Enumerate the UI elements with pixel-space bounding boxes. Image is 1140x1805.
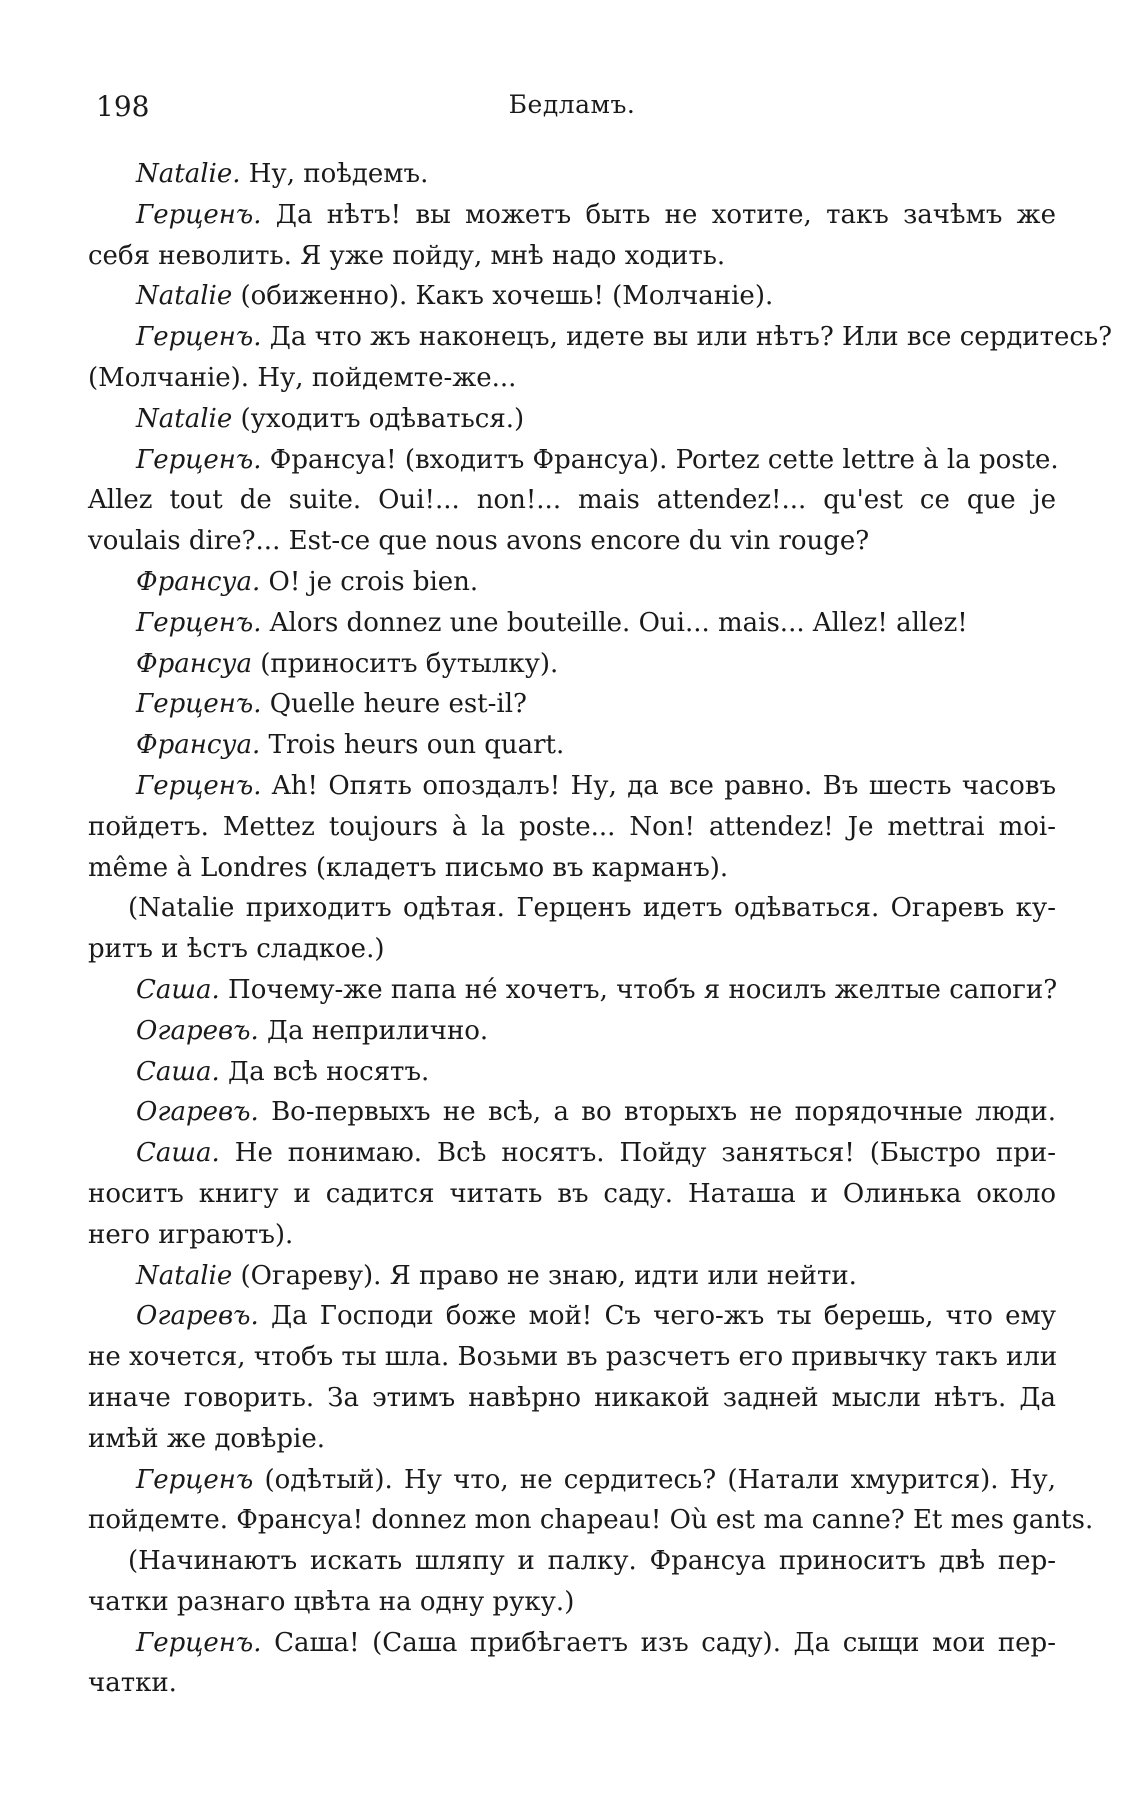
- line-text: Почему-же папа нé хочетъ, чтобъ я носилъ желтые сапоги?: [219, 974, 1058, 1005]
- speaker-name: Герценъ.: [136, 689, 262, 720]
- text-line: [88, 154, 1056, 195]
- line-text: voulais dire?... Est-ce que nous avons encore du vin rouge?: [88, 526, 870, 557]
- text-line: [88, 807, 1056, 848]
- line-text: (Начинаютъ искать шляпу и палку. Франсуа приноситъ двѣ пер-: [128, 1546, 1056, 1577]
- line-text: Trois heurs oun quart.: [260, 730, 565, 761]
- text-line: [88, 1623, 1056, 1664]
- line-text: пойдетъ. Mettez toujours à la poste... Non! attendez! Je mettrai moi-: [88, 811, 1056, 842]
- text-line: [88, 1174, 1056, 1215]
- line-text: ритъ и ѣстъ сладкое.): [88, 934, 385, 965]
- line-text: Да неприлично.: [258, 1015, 489, 1046]
- speaker-name: Natalie.: [136, 159, 241, 189]
- line-text: иначе говорить. За этимъ навѣрно никакой задней мысли нѣтъ. Да: [88, 1382, 1056, 1413]
- line-text: (обиженно). Какъ хочешь! (Молчаніе).: [232, 281, 774, 312]
- speaker-name: Герценъ.: [136, 607, 262, 638]
- text-line: [88, 1378, 1056, 1419]
- text-line: [88, 1092, 1056, 1133]
- line-text: (Огареву). Я право не знаю, идти или нейти.: [232, 1260, 857, 1291]
- line-text: Франсуа! (входитъ Франсуа). Portez cette lettre à la poste.: [261, 444, 1059, 475]
- text-line: [88, 521, 1056, 562]
- speaker-name: Герценъ: [136, 1464, 254, 1495]
- line-text: Alors donnez une bouteille. Oui... mais... Allez! allez!: [261, 607, 968, 638]
- text-line: [88, 1337, 1056, 1378]
- text-line: [88, 317, 1113, 358]
- speaker-name: Саша.: [136, 974, 220, 1005]
- line-text: Quelle heure est-il?: [261, 689, 527, 720]
- text-line: [88, 480, 1056, 521]
- speaker-name: Саша.: [136, 1138, 220, 1169]
- text-line: [88, 236, 1056, 277]
- text-line: [88, 1052, 1056, 1093]
- line-text: Не понимаю. Всѣ носятъ. Пойду заняться! (Быстро при-: [219, 1138, 1056, 1169]
- text-line: [88, 1011, 1056, 1052]
- line-text: пойдемте. Франсуа! donnez mon chapeau! Où est ma canne? Et mes gants.: [88, 1505, 1094, 1536]
- speaker-name: Огаревъ.: [136, 1301, 259, 1332]
- line-text: même à Londres (кладетъ письмо въ карманъ).: [88, 852, 729, 883]
- line-text: O! je crois bien.: [260, 566, 479, 597]
- text-line: [88, 725, 1056, 766]
- text-line: [88, 1256, 1056, 1297]
- text-line: [88, 684, 1056, 725]
- line-text: Ну, поѣдемъ.: [240, 159, 429, 189]
- text-line: [88, 848, 1056, 889]
- page-header: [88, 88, 1056, 128]
- line-text: не хочется, чтобъ ты шла. Возьми въ разсчетъ его привычку такъ или: [88, 1342, 1058, 1373]
- text-line: [88, 1419, 1056, 1460]
- line-text: чатки разнаго цвѣта на одну руку.): [88, 1586, 575, 1617]
- line-text: Во-первыхъ не всѣ, а во вторыхъ не порядочные люди.: [258, 1097, 1056, 1128]
- speaker-name: Герценъ.: [136, 322, 262, 353]
- speaker-name: Герценъ.: [136, 770, 262, 801]
- line-text: себя неволить. Я уже пойду, мнѣ надо ходить.: [88, 240, 726, 271]
- text-line: [88, 1663, 1056, 1704]
- speaker-name: Огаревъ.: [136, 1097, 259, 1128]
- text-line: [88, 766, 1056, 807]
- speaker-name: Саша.: [136, 1056, 220, 1087]
- line-text: (Natalie приходитъ одѣтая. Герценъ идетъ одѣваться. Огаревъ ку-: [128, 893, 1056, 924]
- line-text: Саша! (Саша прибѣгаетъ изъ саду). Да сыщи мои пер-: [261, 1627, 1056, 1658]
- play-text: [88, 154, 1113, 1704]
- text-line: [88, 1500, 1094, 1541]
- speaker-name: Франсуа: [136, 648, 252, 679]
- text-line: [88, 888, 1056, 929]
- text-line: [88, 1133, 1056, 1174]
- line-text: Allez tout de suite. Oui!... non!... mais attendez!... qu'est ce que je: [88, 485, 1056, 516]
- text-line: [88, 970, 1056, 1011]
- text-line: [88, 929, 1056, 970]
- text-line: [88, 358, 1056, 399]
- text-line: [88, 1541, 1056, 1582]
- text-line: [88, 603, 1056, 644]
- line-text: чатки.: [88, 1668, 177, 1699]
- line-text: (Молчаніе). Ну, пойдемте-же...: [88, 362, 517, 393]
- text-line: [88, 399, 1056, 440]
- line-text: Ah! Опять опоздалъ! Ну, да все равно. Въ шесть часовъ: [261, 770, 1056, 801]
- text-line: [88, 1296, 1056, 1337]
- line-text: Да Господи боже мой! Съ чего-жъ ты берешь, что ему: [258, 1301, 1056, 1332]
- text-line: [88, 276, 1056, 317]
- line-text: носитъ книгу и садится читать въ саду. Наташа и Олинька около: [88, 1178, 1056, 1209]
- text-line: [88, 1582, 1056, 1623]
- line-text: имѣй же довѣріе.: [88, 1423, 325, 1454]
- line-text: Да всѣ носятъ.: [219, 1056, 430, 1087]
- speaker-name: Natalie: [136, 1260, 233, 1291]
- book-page: [88, 88, 1113, 1704]
- speaker-name: Герценъ.: [136, 1627, 262, 1658]
- running-title: Бедламъ.: [508, 90, 636, 119]
- line-text: (приноситъ бутылку).: [252, 648, 559, 679]
- text-line: [88, 440, 1059, 481]
- line-text: (уходитъ одѣваться.): [232, 403, 525, 434]
- speaker-name: Огаревъ.: [136, 1015, 259, 1046]
- line-text: (одѣтый). Ну что, не сердитесь? (Натали хмурится). Ну,: [253, 1464, 1056, 1495]
- line-text: Да что жъ наконецъ, идете вы или нѣтъ? Или все сердитесь?: [261, 322, 1113, 353]
- text-line: [88, 562, 1056, 603]
- line-text: него играютъ).: [88, 1219, 294, 1250]
- speaker-name: Франсуа.: [136, 730, 261, 761]
- page-number: 198: [96, 90, 150, 123]
- speaker-name: Natalie: [136, 281, 233, 312]
- speaker-name: Natalie: [136, 403, 233, 434]
- speaker-name: Герценъ.: [136, 199, 262, 230]
- text-line: [88, 1215, 1056, 1256]
- line-text: Да нѣтъ! вы можетъ быть не хотите, такъ зачѣмъ же: [261, 199, 1056, 230]
- speaker-name: Герценъ.: [136, 444, 262, 475]
- text-line: [88, 195, 1056, 236]
- speaker-name: Франсуа.: [136, 566, 261, 597]
- text-line: [88, 644, 1056, 685]
- text-line: [88, 1460, 1056, 1501]
